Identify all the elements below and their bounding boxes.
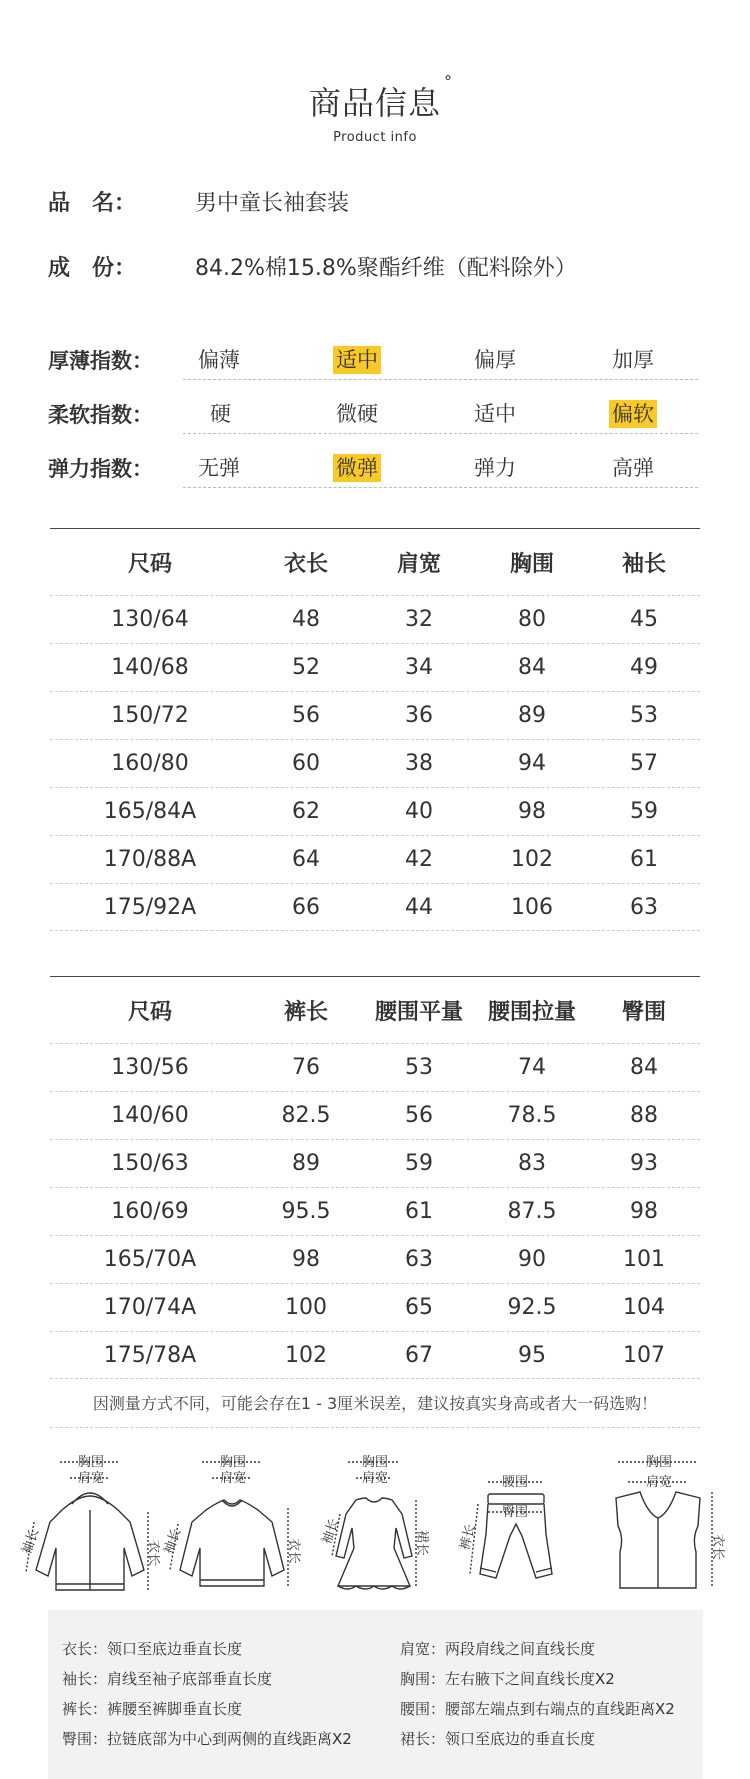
table-header-row — [50, 977, 700, 1043]
index-options — [183, 340, 698, 380]
table-cell: 98 — [292, 1247, 320, 1272]
diagram-label: 胸围 — [646, 1455, 673, 1470]
dress-icon — [304, 1452, 444, 1602]
table-row — [50, 1235, 700, 1283]
section-header — [0, 72, 750, 145]
table-cell: 140/68 — [111, 655, 189, 680]
index-option-selected: 偏软 — [609, 400, 657, 428]
diagram-label: 肩宽 — [646, 1475, 673, 1490]
index-options — [183, 448, 698, 488]
table-cell: 106 — [511, 894, 553, 920]
table-cell: 60 — [292, 751, 320, 776]
table-cell: 44 — [405, 894, 433, 920]
legend-item: 臀围：拉链底部为中心到两侧的直线距离X2 — [62, 1730, 352, 1748]
table-cell: 90 — [518, 1247, 546, 1272]
table-cell: 36 — [405, 703, 433, 728]
table-row — [50, 1187, 700, 1235]
table-cell: 165/70A — [103, 1247, 197, 1272]
hoodie-icon — [20, 1452, 160, 1602]
diagram-label: 臀围 — [502, 1505, 529, 1520]
table-cell: 130/64 — [111, 607, 189, 632]
index-row-elasticity — [48, 448, 698, 488]
table-cell: 140/60 — [111, 1103, 189, 1128]
info-row-material — [48, 251, 577, 282]
table-cell: 57 — [630, 751, 658, 776]
diagram-label: 衣长 — [710, 1534, 725, 1561]
index-option-selected: 微弹 — [333, 454, 381, 482]
index-option: 硬 — [210, 402, 231, 426]
table-cell: 82.5 — [281, 1103, 331, 1128]
table-cell: 56 — [405, 1103, 433, 1128]
table-cell: 61 — [405, 1199, 433, 1224]
table-cell: 84 — [630, 1055, 658, 1080]
table-cell: 101 — [623, 1247, 665, 1272]
table-header-cell: 尺码 — [127, 551, 172, 577]
diagram-label: 衣长 — [286, 1538, 301, 1565]
table-cell: 48 — [292, 607, 320, 632]
table-cell: 130/56 — [111, 1055, 189, 1080]
index-option: 微硬 — [336, 402, 378, 426]
index-option-selected: 适中 — [333, 346, 381, 374]
table-cell: 34 — [405, 655, 433, 680]
table-cell: 63 — [405, 1247, 433, 1272]
table-cell: 62 — [292, 799, 320, 824]
index-label: 柔软指数： — [48, 403, 153, 427]
table-row — [50, 739, 700, 787]
table-cell: 175/78A — [103, 1342, 197, 1368]
table-cell: 40 — [405, 799, 433, 824]
table-cell: 45 — [630, 607, 658, 632]
table-cell: 66 — [292, 894, 320, 920]
table-cell: 150/63 — [111, 1151, 189, 1176]
table-cell: 83 — [518, 1151, 546, 1176]
section-title — [308, 72, 453, 124]
legend-item: 衣长：领口至底边垂直长度 — [62, 1640, 243, 1658]
size-table-bottom — [50, 976, 700, 1379]
table-cell: 38 — [405, 751, 433, 776]
index-row-thickness — [48, 340, 698, 380]
table-cell: 63 — [630, 894, 658, 920]
measurement-diagrams — [20, 1452, 730, 1602]
table-cell: 64 — [292, 847, 320, 872]
table-cell: 84 — [518, 655, 546, 680]
table-cell: 65 — [405, 1295, 433, 1320]
index-option: 弹力 — [474, 456, 516, 480]
table-cell: 61 — [630, 847, 658, 872]
table-cell: 102 — [285, 1342, 327, 1368]
diagram-label: 肩宽 — [220, 1471, 247, 1486]
pants-icon — [446, 1452, 586, 1602]
table-cell: 49 — [630, 655, 658, 680]
table-cell: 92.5 — [507, 1295, 557, 1320]
sweater-icon — [162, 1452, 302, 1602]
index-option: 无弹 — [198, 456, 240, 480]
index-label: 厚薄指数： — [48, 349, 153, 373]
legend-item: 袖长：肩线至袖子底部垂直长度 — [62, 1670, 273, 1688]
diagram-label: 胸围 — [362, 1455, 389, 1470]
table-cell: 94 — [518, 751, 546, 776]
table-cell: 78.5 — [507, 1103, 557, 1128]
measurement-legend — [48, 1610, 703, 1779]
index-label: 弹力指数： — [48, 457, 153, 481]
table-cell: 150/72 — [111, 703, 189, 728]
table-row — [50, 1139, 700, 1187]
table-header-cell: 裤长 — [283, 999, 328, 1025]
diagram-label: 腰围 — [502, 1475, 529, 1490]
info-value: 男中童长袖套装 — [195, 191, 350, 216]
table-cell: 53 — [630, 703, 658, 728]
table-row — [50, 643, 700, 691]
table-row — [50, 1331, 700, 1379]
vest-icon — [588, 1452, 728, 1602]
table-cell: 160/69 — [111, 1199, 189, 1224]
index-option: 适中 — [474, 402, 516, 426]
table-cell: 89 — [292, 1151, 320, 1176]
info-label: 品 名： — [48, 191, 137, 216]
index-option: 偏厚 — [474, 348, 516, 372]
table-header-cell: 肩宽 — [396, 551, 441, 577]
index-options — [183, 394, 698, 434]
table-cell: 89 — [518, 703, 546, 728]
table-header-cell: 尺码 — [127, 999, 172, 1025]
table-cell: 98 — [518, 799, 546, 824]
diagram-label: 袖长 — [162, 1526, 185, 1557]
table-cell: 32 — [405, 607, 433, 632]
title-degree-mark: ° — [444, 72, 453, 91]
table-cell: 87.5 — [507, 1199, 557, 1224]
diagram-label: 胸围 — [220, 1455, 247, 1470]
table-cell: 80 — [518, 607, 546, 632]
table-cell: 59 — [630, 799, 658, 824]
table-header-cell: 衣长 — [283, 551, 328, 577]
legend-item: 裙长：领口至底边的垂直长度 — [400, 1730, 596, 1748]
table-cell: 88 — [630, 1103, 658, 1128]
table-row — [50, 1043, 700, 1091]
index-option: 加厚 — [612, 348, 654, 372]
table-header-cell: 袖长 — [621, 551, 666, 577]
diagram-label: 袖长 — [20, 1526, 43, 1557]
index-row-softness — [48, 394, 698, 434]
diagram-label: 袖长 — [319, 1516, 343, 1547]
info-row-name — [48, 186, 349, 217]
table-cell: 107 — [623, 1342, 665, 1368]
table-header-cell: 臀围 — [621, 999, 666, 1025]
table-cell: 102 — [511, 847, 553, 872]
table-cell: 170/74A — [103, 1295, 197, 1320]
legend-item: 腰围：腰部左端点到右端点的直线距离X2 — [400, 1700, 675, 1718]
table-row — [50, 787, 700, 835]
table-cell: 100 — [285, 1295, 327, 1320]
table-cell: 170/88A — [103, 847, 197, 872]
table-cell: 104 — [623, 1295, 665, 1320]
section-subtitle: Product info — [333, 130, 417, 145]
index-option: 偏薄 — [198, 348, 240, 372]
table-cell: 56 — [292, 703, 320, 728]
size-table-top — [50, 528, 700, 931]
diagram-label: 胸围 — [78, 1455, 105, 1470]
table-cell: 98 — [630, 1199, 658, 1224]
table-cell: 76 — [292, 1055, 320, 1080]
table-row — [50, 1283, 700, 1331]
table-row — [50, 883, 700, 931]
table-cell: 59 — [405, 1151, 433, 1176]
table-header-cell: 腰围拉量 — [487, 999, 576, 1025]
diagram-label: 衣长 — [146, 1540, 160, 1567]
diagram-label: 肩宽 — [78, 1471, 105, 1486]
legend-item: 肩宽：两段肩线之间直线长度 — [400, 1640, 596, 1658]
diagram-label: 裙长 — [414, 1530, 429, 1557]
info-label: 成 份： — [48, 256, 137, 281]
index-option: 高弹 — [612, 456, 654, 480]
table-cell: 95 — [518, 1342, 546, 1368]
table-cell: 52 — [292, 655, 320, 680]
table-header-cell: 腰围平量 — [374, 999, 463, 1025]
table-header-cell: 胸围 — [509, 551, 554, 577]
info-value: 84.2%棉15.8%聚酯纤维（配料除外） — [195, 256, 577, 281]
table-row — [50, 691, 700, 739]
table-row — [50, 835, 700, 883]
legend-item: 裤长：裤腰至裤脚垂直长度 — [62, 1700, 243, 1718]
table-cell: 160/80 — [111, 751, 189, 776]
table-cell: 67 — [405, 1342, 433, 1368]
table-cell: 74 — [518, 1055, 546, 1080]
table-cell: 42 — [405, 847, 433, 872]
diagram-label: 裤长 — [457, 1522, 479, 1552]
table-cell: 175/92A — [103, 894, 197, 920]
table-row — [50, 595, 700, 643]
table-row — [50, 1091, 700, 1139]
table-cell: 95.5 — [281, 1199, 331, 1224]
table-cell: 165/84A — [103, 799, 197, 824]
title-text: 商品信息 — [308, 84, 441, 122]
table-cell: 53 — [405, 1055, 433, 1080]
measurement-note: 因测量方式不同，可能会存在1 - 3厘米误差，建议按真实身高或者大一码选购！ — [50, 1380, 700, 1428]
table-cell: 93 — [630, 1151, 658, 1176]
table-header-row — [50, 529, 700, 595]
diagram-label: 肩宽 — [362, 1471, 389, 1486]
legend-item: 胸围：左右腋下之间直线长度X2 — [400, 1670, 615, 1688]
